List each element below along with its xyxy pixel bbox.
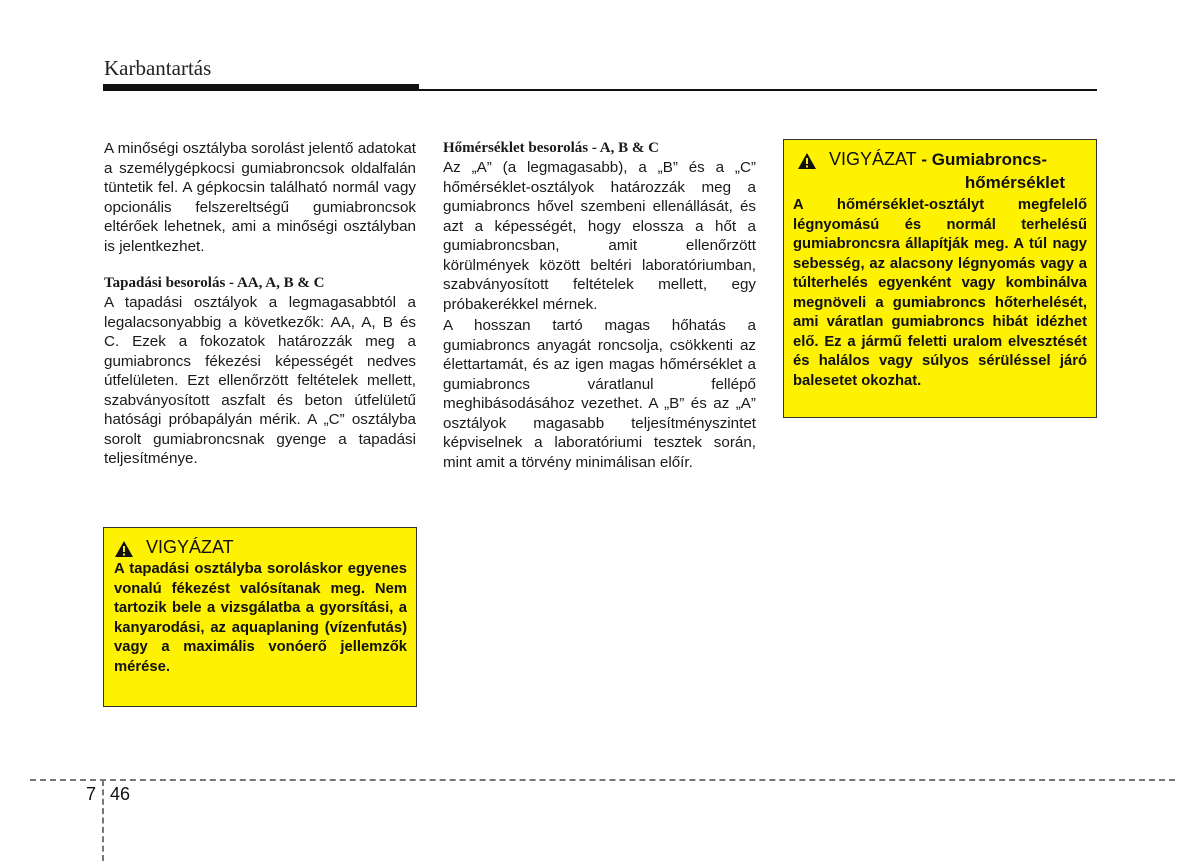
warning-title: VIGYÁZAT [146,537,234,557]
warning-subtitle-1: - Gumiabroncs- [921,150,1047,169]
warning-triangle-icon [797,152,817,170]
warning-header [114,536,407,558]
temperature-paragraph-1: Az „A” (a legmagasabb), a „B” és a „C” hőmérséklet-osztályok határozzák meg a gumiabroncs hővel szembeni ellenállását, és azt a képességét, hogy elossza a hőt a gumiabroncsban, amit ellenőrzött körülmények között beltéri laboratóriumban, szabványosított feltételek mellett, egy próbakerékkel mérnek. [443,159,756,313]
warning-text: A tapadási osztályba soroláskor egyenes vonalú fékezést valósítanak meg. Nem tartozik bele a vizsgálatba a gyorsítási, a kanyarodási, az aquaplaning (vízenfutás) vagy a maximális vonóerő jellemzők mérése. [114,561,407,675]
page-number: 46 [110,784,131,804]
warning-triangle-icon [114,540,134,558]
temperature-paragraph-2: A hosszan tartó magas hőhatás a gumiabroncs anyagát roncsolja, csökkenti az élettartamát, és az igen magas hőmérséklet a gumiabroncs váratlanul fellépő meghibásodásához vezethet. A „B” és az „A” osztályok magasabb teljesítményszintet képviselnek a laboratóriumi tesztek során, mint amit a törvény minimálisan előír. [443,317,756,471]
warning-title: VIGYÁZAT [829,149,917,169]
chapter-number: 7 [86,784,97,804]
header-rule-thick [103,84,419,91]
column-left [104,139,416,469]
warning-subtitle-2: hőmérséklet [964,173,1065,192]
column-middle [443,139,756,472]
traction-heading: Tapadási besorolás - AA, A, B & C [104,275,325,291]
intro-paragraph: A minőségi osztályba sorolást jelentő adatokat a személygépkocsi gumiabroncsok oldalfalán tüntetik fel. A gépkocsin található normál vagy opcionális felszereltségű gumiabroncsok eltérőek lehetnek, ami a minőségi osztályban is jelentkezhet. [104,140,416,255]
footer-divider [30,779,1175,781]
page-title: Karbantartás [104,56,212,80]
header-rule-thin [419,89,1097,91]
warning-text: A hőmérséklet-osztályt megfelelő légnyomású és normál terhelésű gumiabroncsra állapítják meg. A túl nagy sebesség, az alacsony légnyomás vagy a túlterhelés egyenként vagy kombinálva megnöveli a gumiabroncs hőterhelését, ami váratlan gumiabroncs hibát idézhet elő. Ez a jármű feletti uralom elvesztését és halálos vagy súlyos sérüléssel járó balesetet okozhat. [793,197,1087,389]
warning-header [793,148,1087,194]
warning-box-traction [103,527,417,707]
warning-title-block [829,148,1087,194]
temperature-heading: Hőmérséklet besorolás - A, B & C [443,140,659,156]
footer-vertical-divider [102,780,104,861]
traction-paragraph: A tapadási osztályok a legmagasabbtól a legalacsonyabbig a következők: AA, A, B és C. Ezek a fokozatok határozzák meg a gumiabroncs fékezési képességét nedves útfelületen. Ezt ellenőrzött feltételek mellett, szabványosított aszfalt és beton útfelületű hatósági próbapályán mérik. A „C” osztályba sorolt gumiabroncsnak gyenge a tapadási teljesítménye. [104,294,416,467]
warning-box-temperature [783,139,1097,418]
